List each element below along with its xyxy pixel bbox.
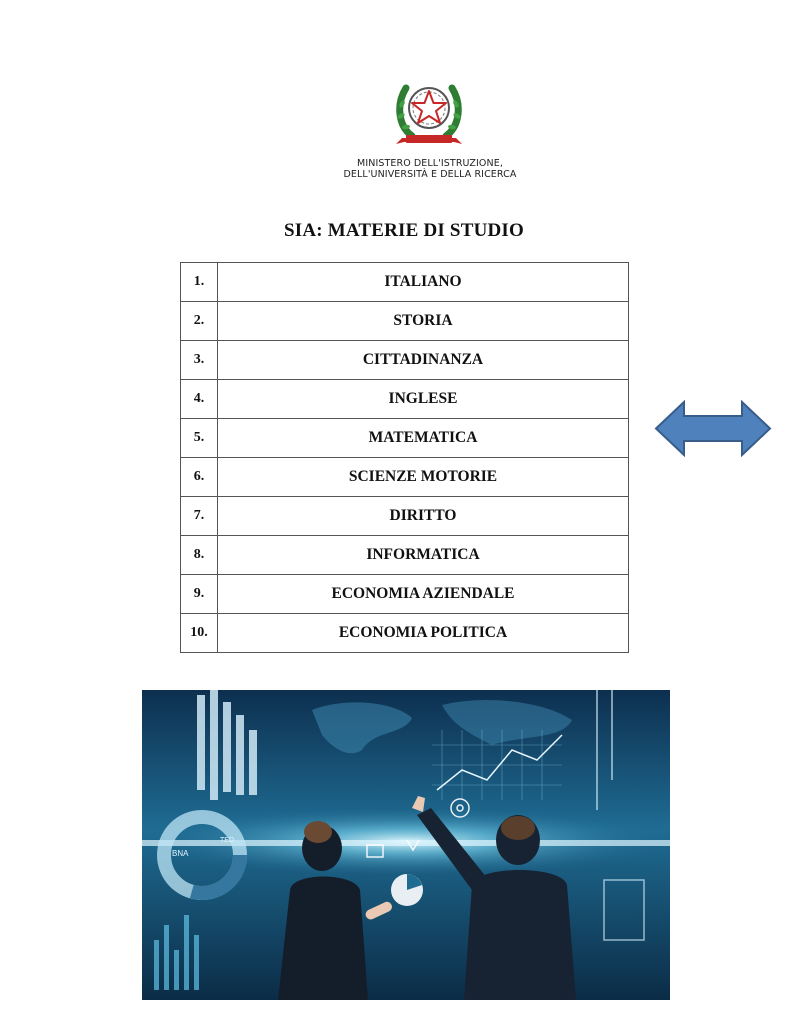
ted-label: TED [220, 837, 234, 844]
ministry-line-2: DELL'UNIVERSITÀ E DELLA RICERCA [343, 169, 517, 180]
table-row [181, 419, 629, 458]
subject-number: 3. [181, 341, 218, 380]
table-row [181, 458, 629, 497]
subject-name: STORIA [218, 302, 629, 341]
subjects-table [180, 262, 629, 653]
subject-name: ECONOMIA POLITICA [218, 614, 629, 653]
subject-name: ECONOMIA AZIENDALE [218, 575, 629, 614]
ministry-name [300, 158, 560, 180]
subject-name: DIRITTO [218, 497, 629, 536]
table-row [181, 302, 629, 341]
double-arrow-icon [654, 400, 772, 457]
subject-name: MATEMATICA [218, 419, 629, 458]
subject-number: 7. [181, 497, 218, 536]
table-row [181, 575, 629, 614]
republic-emblem-icon [392, 74, 466, 154]
subject-name: CITTADINANZA [218, 341, 629, 380]
subject-number: 8. [181, 536, 218, 575]
subject-number: 5. [181, 419, 218, 458]
subject-name: INFORMATICA [218, 536, 629, 575]
table-row [181, 380, 629, 419]
table-row [181, 263, 629, 302]
ministry-line-1: MINISTERO DELL'ISTRUZIONE, [357, 158, 503, 169]
subject-number: 9. [181, 575, 218, 614]
subject-name: ITALIANO [218, 263, 629, 302]
table-row [181, 341, 629, 380]
table-row [181, 536, 629, 575]
table-row [181, 614, 629, 653]
subject-number: 2. [181, 302, 218, 341]
subject-name: INGLESE [218, 380, 629, 419]
subject-number: 6. [181, 458, 218, 497]
subject-number: 10. [181, 614, 218, 653]
subject-number: 1. [181, 263, 218, 302]
page-title: SIA: MATERIE DI STUDIO [283, 220, 524, 241]
table-row [181, 497, 629, 536]
business-technology-image [142, 690, 670, 1000]
bna-label: BNA [172, 849, 189, 858]
subject-number: 4. [181, 380, 218, 419]
subject-name: SCIENZE MOTORIE [218, 458, 629, 497]
